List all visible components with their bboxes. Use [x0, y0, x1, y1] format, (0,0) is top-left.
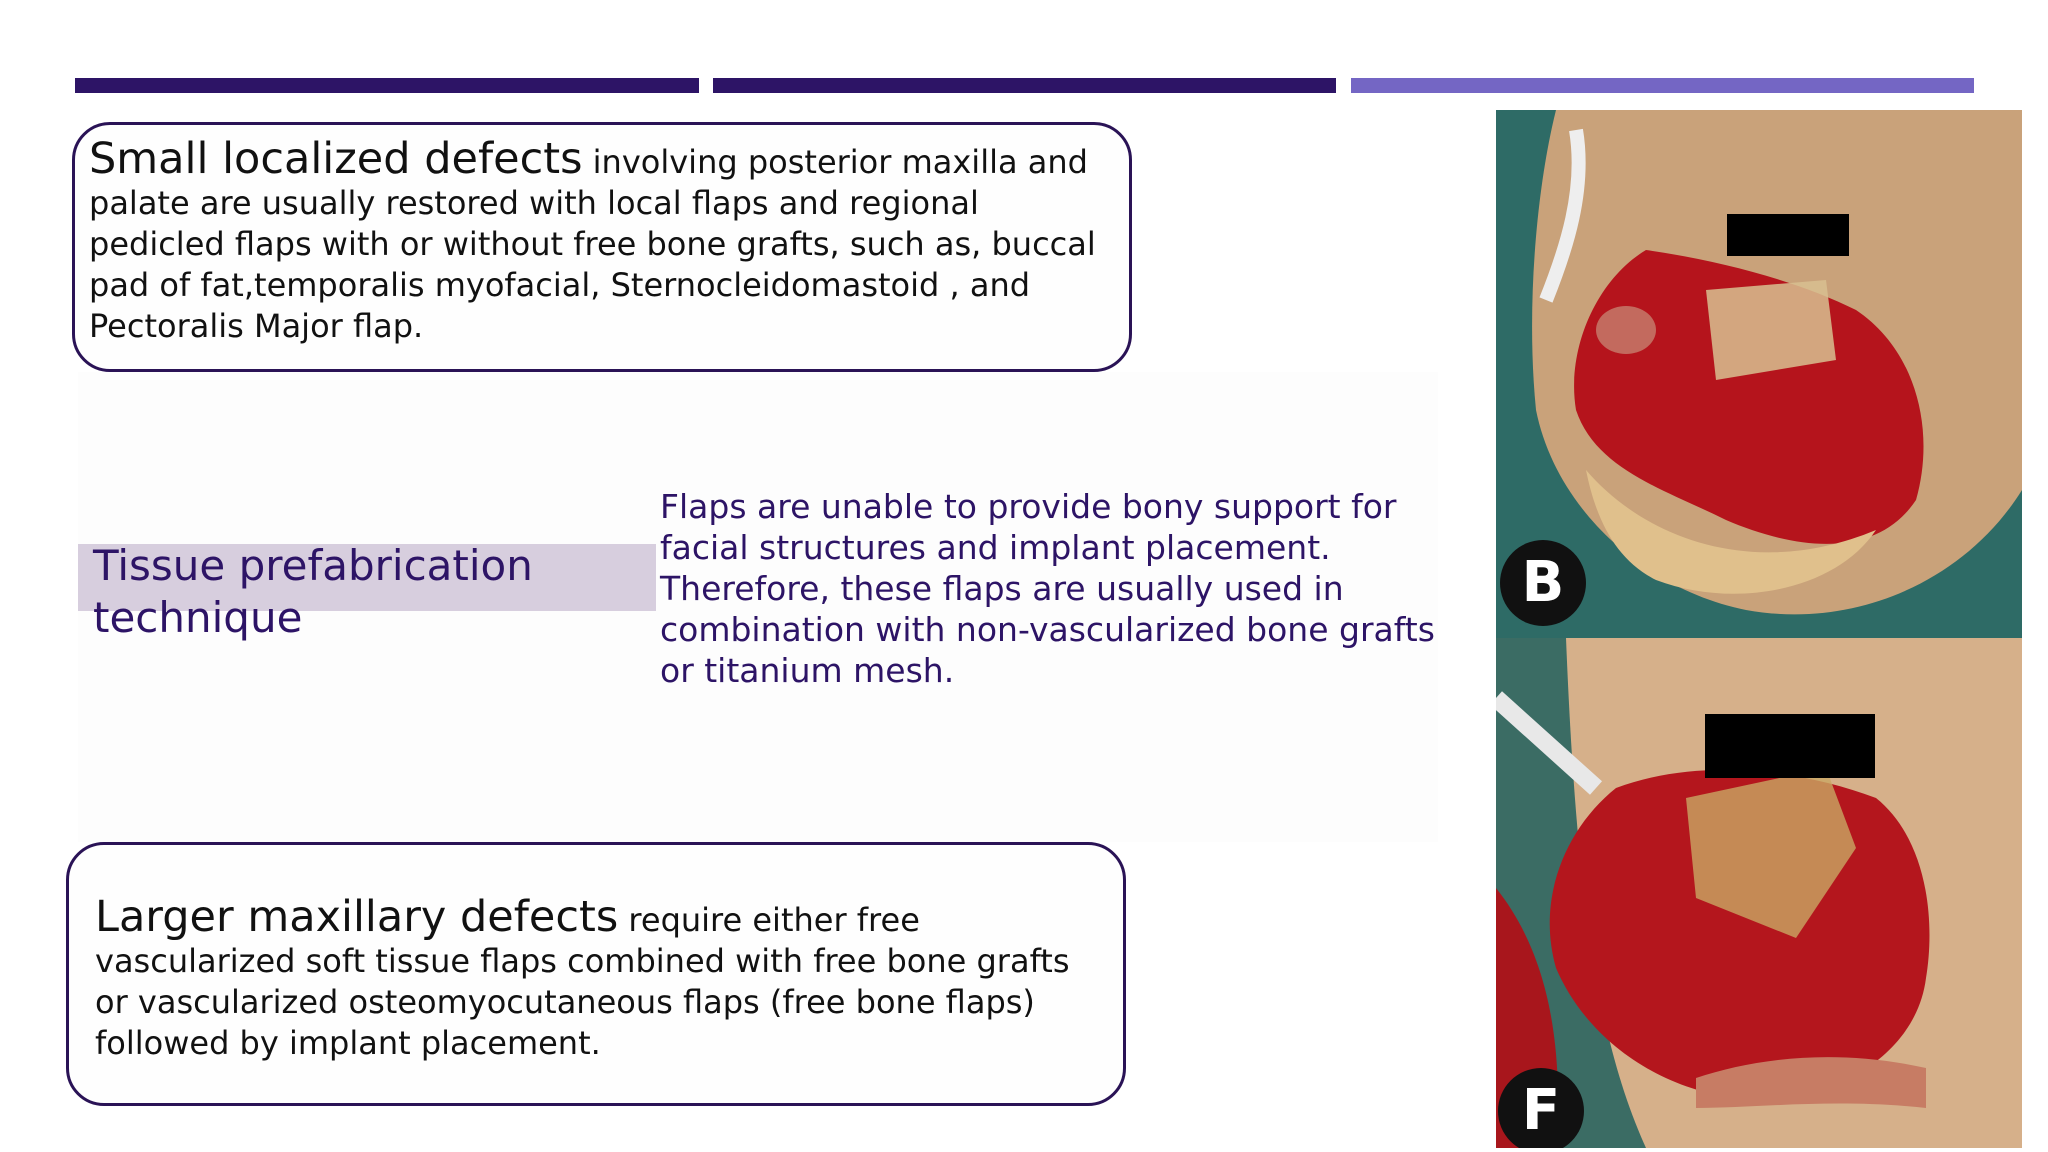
large-defects-body: require either free vascularized soft tissue flaps combined with free bone grafts or vascularized osteomyocutaneous flaps (free bone flaps) followed by implant placement. — [95, 901, 1070, 1062]
photo-label-f: F — [1498, 1068, 1584, 1148]
redaction-bar-top — [1727, 214, 1849, 256]
flaps-description: Flaps are unable to provide bony support for facial structures and implant placement. Therefore, these flaps are usually used in combination with non-vascularized bone grafts or titanium mesh. — [660, 487, 1435, 690]
surgical-photo-f — [1496, 638, 2022, 1148]
large-defects-text — [95, 892, 1097, 1064]
small-defects-body: involving posterior maxilla and palate are usually restored with local flaps and regional pedicled flaps with or without free bone grafts, such as, buccal pad of fat,temporalis myofacial, Sternocleidomastoid , and Pectoralis Major flap. — [89, 143, 1096, 345]
tissue-prefabrication-label: Tissue prefabrication technique — [93, 541, 533, 642]
large-defects-box — [66, 842, 1126, 1106]
small-defects-text — [89, 134, 1115, 347]
header-bar-1 — [75, 78, 699, 93]
header-bar-3 — [1351, 78, 1974, 93]
small-defects-box — [72, 122, 1132, 372]
large-defects-heading: Larger maxillary defects — [95, 892, 619, 942]
photo-label-b: B — [1500, 540, 1586, 626]
redaction-bar-bottom — [1705, 714, 1875, 778]
surgical-photo-b — [1496, 110, 2022, 638]
header-bar-2 — [713, 78, 1336, 93]
small-defects-heading: Small localized defects — [89, 134, 583, 184]
